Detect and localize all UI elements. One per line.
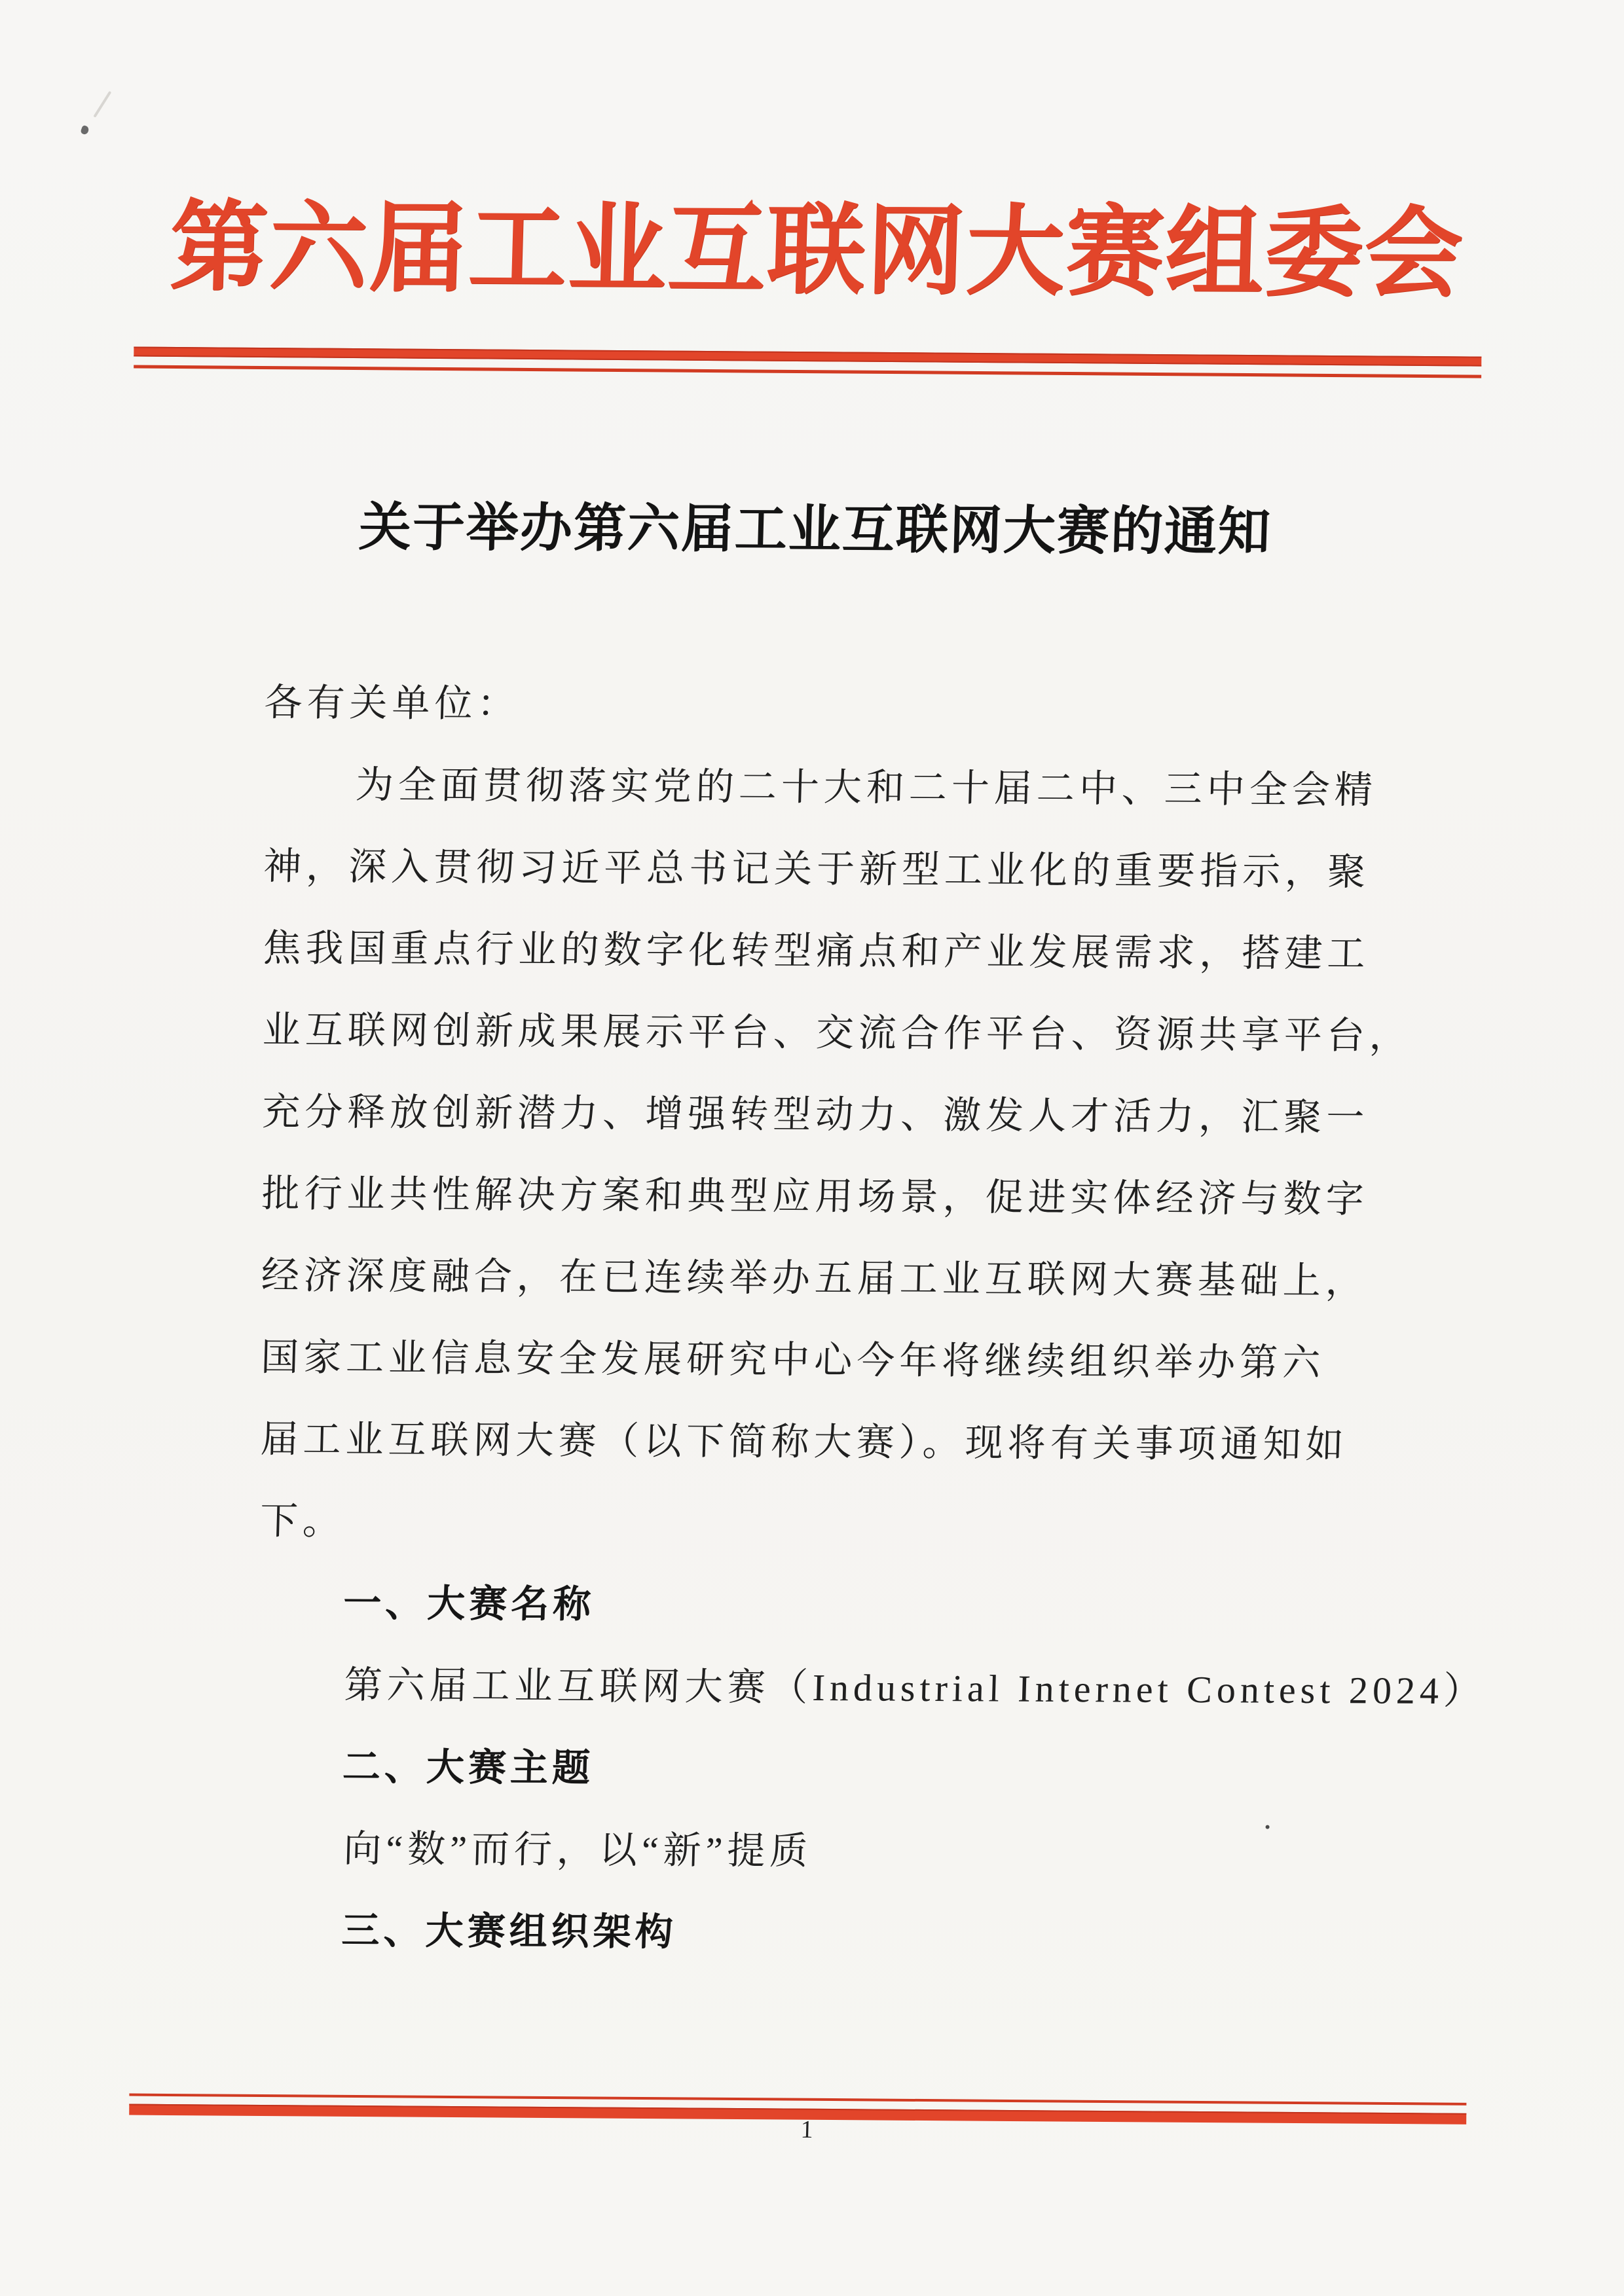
- section-heading-organization-structure: 三、大赛组织架构: [341, 1909, 678, 1954]
- section-content-competition-theme: 向“数”而行，以“新”提质: [342, 1827, 813, 1873]
- letterhead-thick-rule: [134, 347, 1481, 367]
- paragraph-line: 国家工业信息安全发展研究中心今年将继续组织举办第六: [260, 1336, 1326, 1385]
- letterhead-thin-rule: [134, 365, 1481, 378]
- paragraph-line: 业互联网创新成果展示平台、交流合作平台、资源共享平台，: [262, 1008, 1412, 1057]
- page-number: 1: [800, 2115, 814, 2144]
- paragraph-line: 为全面贯彻落实党的二十大和二十届二中、三中全会精: [354, 763, 1378, 812]
- paragraph-line: 焦我国重点行业的数字化转型痛点和产业发展需求，搭建工: [262, 926, 1371, 975]
- paragraph-line: 下。: [259, 1499, 346, 1543]
- salutation: 各有关单位：: [263, 681, 521, 725]
- paragraph-line: 届工业互联网大赛（以下简称大赛）。现将有关事项通知如: [259, 1417, 1349, 1467]
- section-content-competition-name: 第六届工业互联网大赛（Industrial Internet Contest 2024）: [343, 1664, 1486, 1713]
- scan-artifact-slash: [93, 91, 111, 118]
- footer-thin-rule: [129, 2094, 1466, 2105]
- paragraph-line: 神，深入贯彻习近平总书记关于新型工业化的重要指示，聚: [263, 845, 1371, 894]
- letterhead-committee-title: 第六届工业互联网大赛组委会: [168, 193, 1466, 310]
- section-heading-competition-theme: 二、大赛主题: [342, 1745, 595, 1790]
- paragraph-line: 经济深度融合，在已连续举办五届工业互联网大赛基础上，: [261, 1254, 1369, 1303]
- scan-artifact-speck: [80, 125, 90, 136]
- letterhead-divider: [134, 347, 1481, 378]
- notice-body: [257, 662, 1486, 1977]
- section-heading-competition-name: 一、大赛名称: [342, 1582, 596, 1626]
- paragraph-line: 充分释放创新潜力、增强转型动力、激发人才活力，汇聚一: [261, 1090, 1370, 1139]
- notice-title: 关于举办第六届工业互联网大赛的通知: [358, 499, 1273, 562]
- paragraph-line: 批行业共性解决方案和典型应用场景，促进实体经济与数字: [261, 1172, 1369, 1221]
